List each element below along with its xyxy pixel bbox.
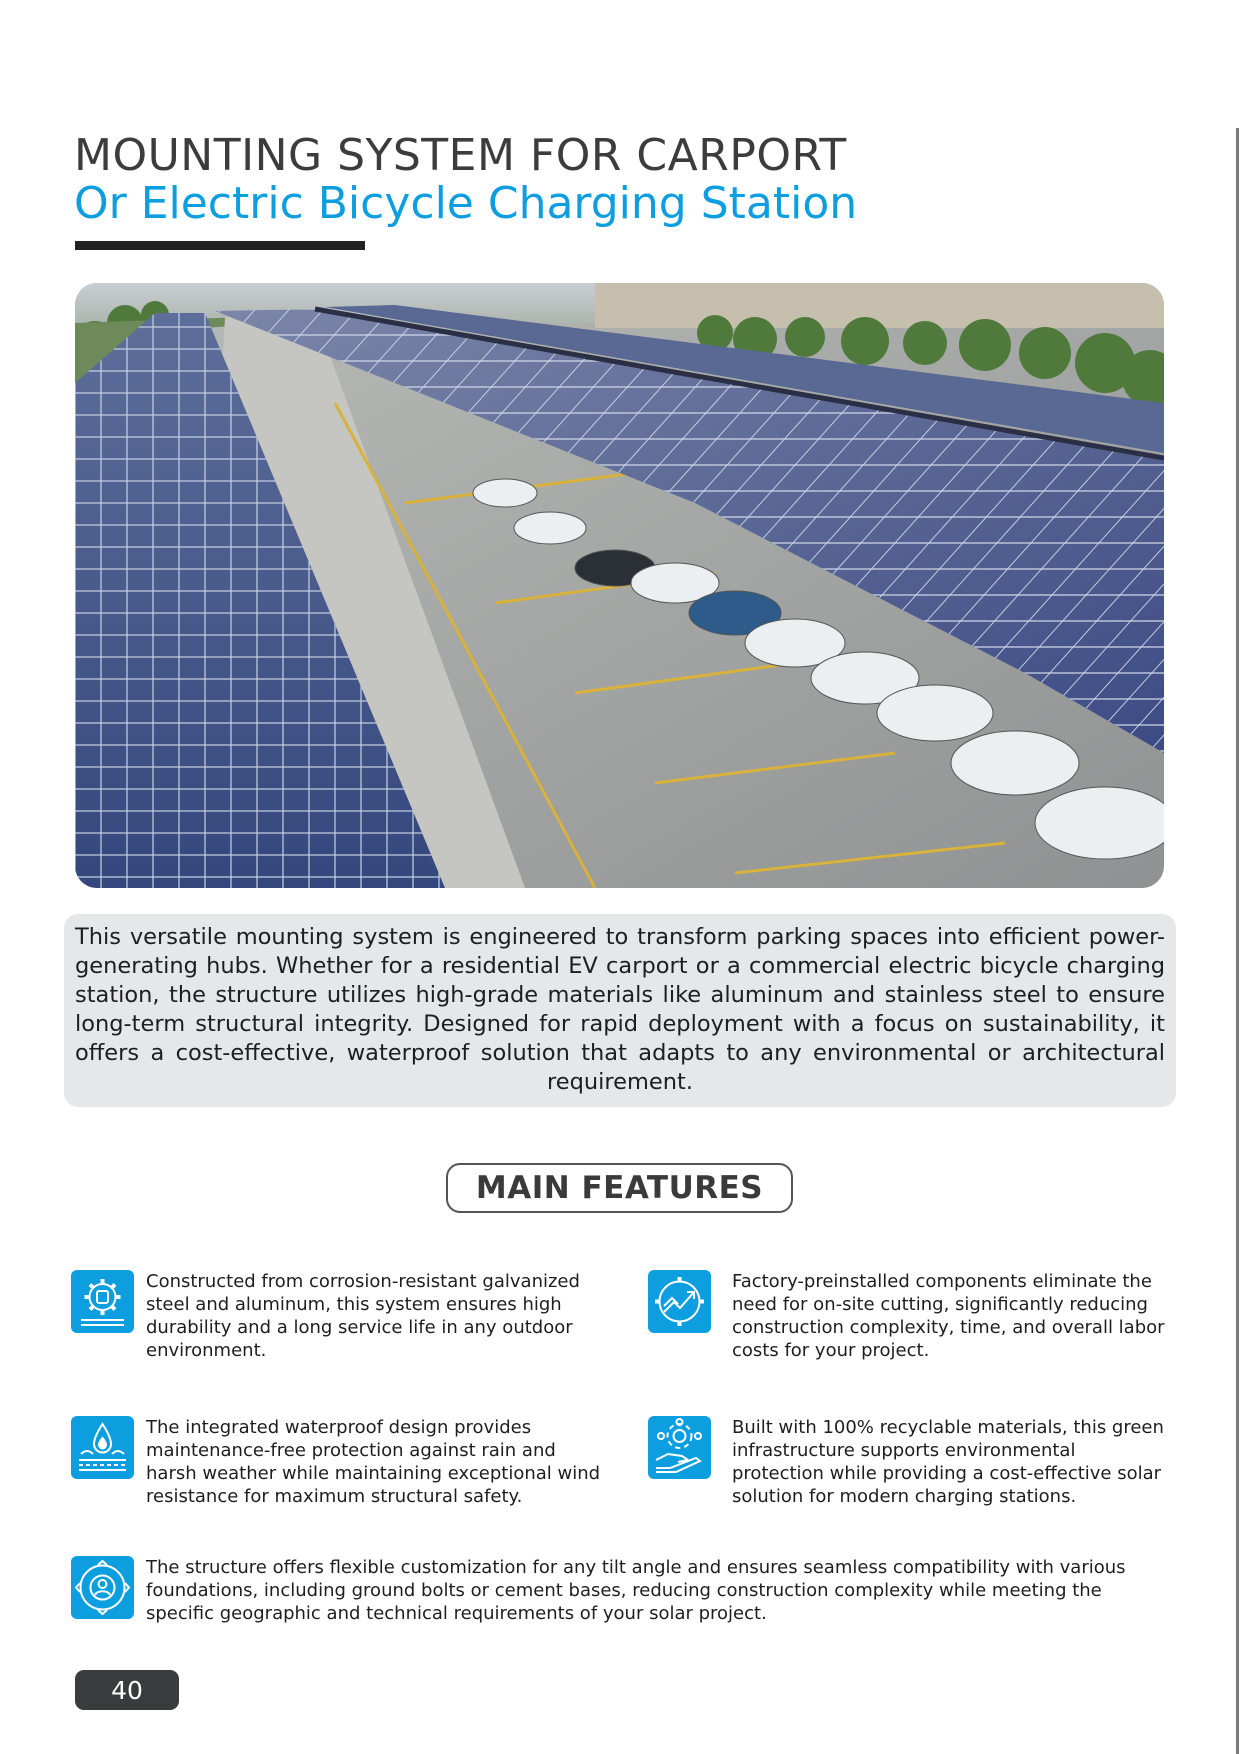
feature-waterproof xyxy=(71,1416,611,1516)
description-box xyxy=(64,914,1176,1107)
page-title: MOUNTING SYSTEM FOR CARPORT xyxy=(74,130,847,181)
feature-text: Factory-preinstalled components eliminate the need for on-site cutting, significantly reducing construction complexity, time, and overall labor costs for your project. xyxy=(732,1271,1165,1361)
feature-text: The integrated waterproof design provides maintenance-free protection against rain and harsh weather while maintaining exceptional wind resistance for maximum structural safety. xyxy=(146,1417,601,1507)
page-edge-line xyxy=(1236,128,1239,1754)
page-subtitle: Or Electric Bicycle Charging Station xyxy=(74,178,858,229)
main-features-heading: MAIN FEATURES xyxy=(446,1163,793,1213)
recycle-hand-icon xyxy=(648,1416,711,1479)
description-text: This versatile mounting system is engineered to transform parking spaces into efficient power-generating hubs. Whether for a residential EV carport or a commercial electric bicycle charging station, the structure utilizes high-grade materials like aluminum and stainless steel to ensure long-term structural integrity. Designed for rapid deployment with a focus on sustainability, it offers a cost-effective, waterproof solution that adapts to any environmental or architectural requirement. xyxy=(75,924,1165,1095)
feature-text: Built with 100% recyclable materials, this green infrastructure supports environmental protection while providing a cost-effective solar solution for modern charging stations. xyxy=(732,1417,1164,1507)
feature-preinstalled xyxy=(648,1270,1168,1370)
feature-text: Constructed from corrosion-resistant galvanized steel and aluminum, this system ensures high durability and a long service life in any outdoor environment. xyxy=(146,1271,580,1361)
feature-text: The structure offers flexible customization for any tilt angle and ensures seamless compatibility with various foundations, including ground bolts or cement bases, reducing construction complexity while meeting the specific geographic and technical requirements of your solar project. xyxy=(146,1557,1126,1624)
customization-cycle-icon xyxy=(71,1556,134,1619)
page-number-badge: 40 xyxy=(75,1670,179,1710)
carport-photo xyxy=(75,283,1164,888)
title-underline xyxy=(75,241,365,250)
feature-durability xyxy=(71,1270,611,1370)
feature-customization xyxy=(71,1556,1171,1656)
gear-growth-arrow-icon xyxy=(648,1270,711,1333)
waterproof-drop-icon xyxy=(71,1416,134,1479)
gear-fist-icon xyxy=(71,1270,134,1333)
feature-recyclable xyxy=(648,1416,1168,1516)
